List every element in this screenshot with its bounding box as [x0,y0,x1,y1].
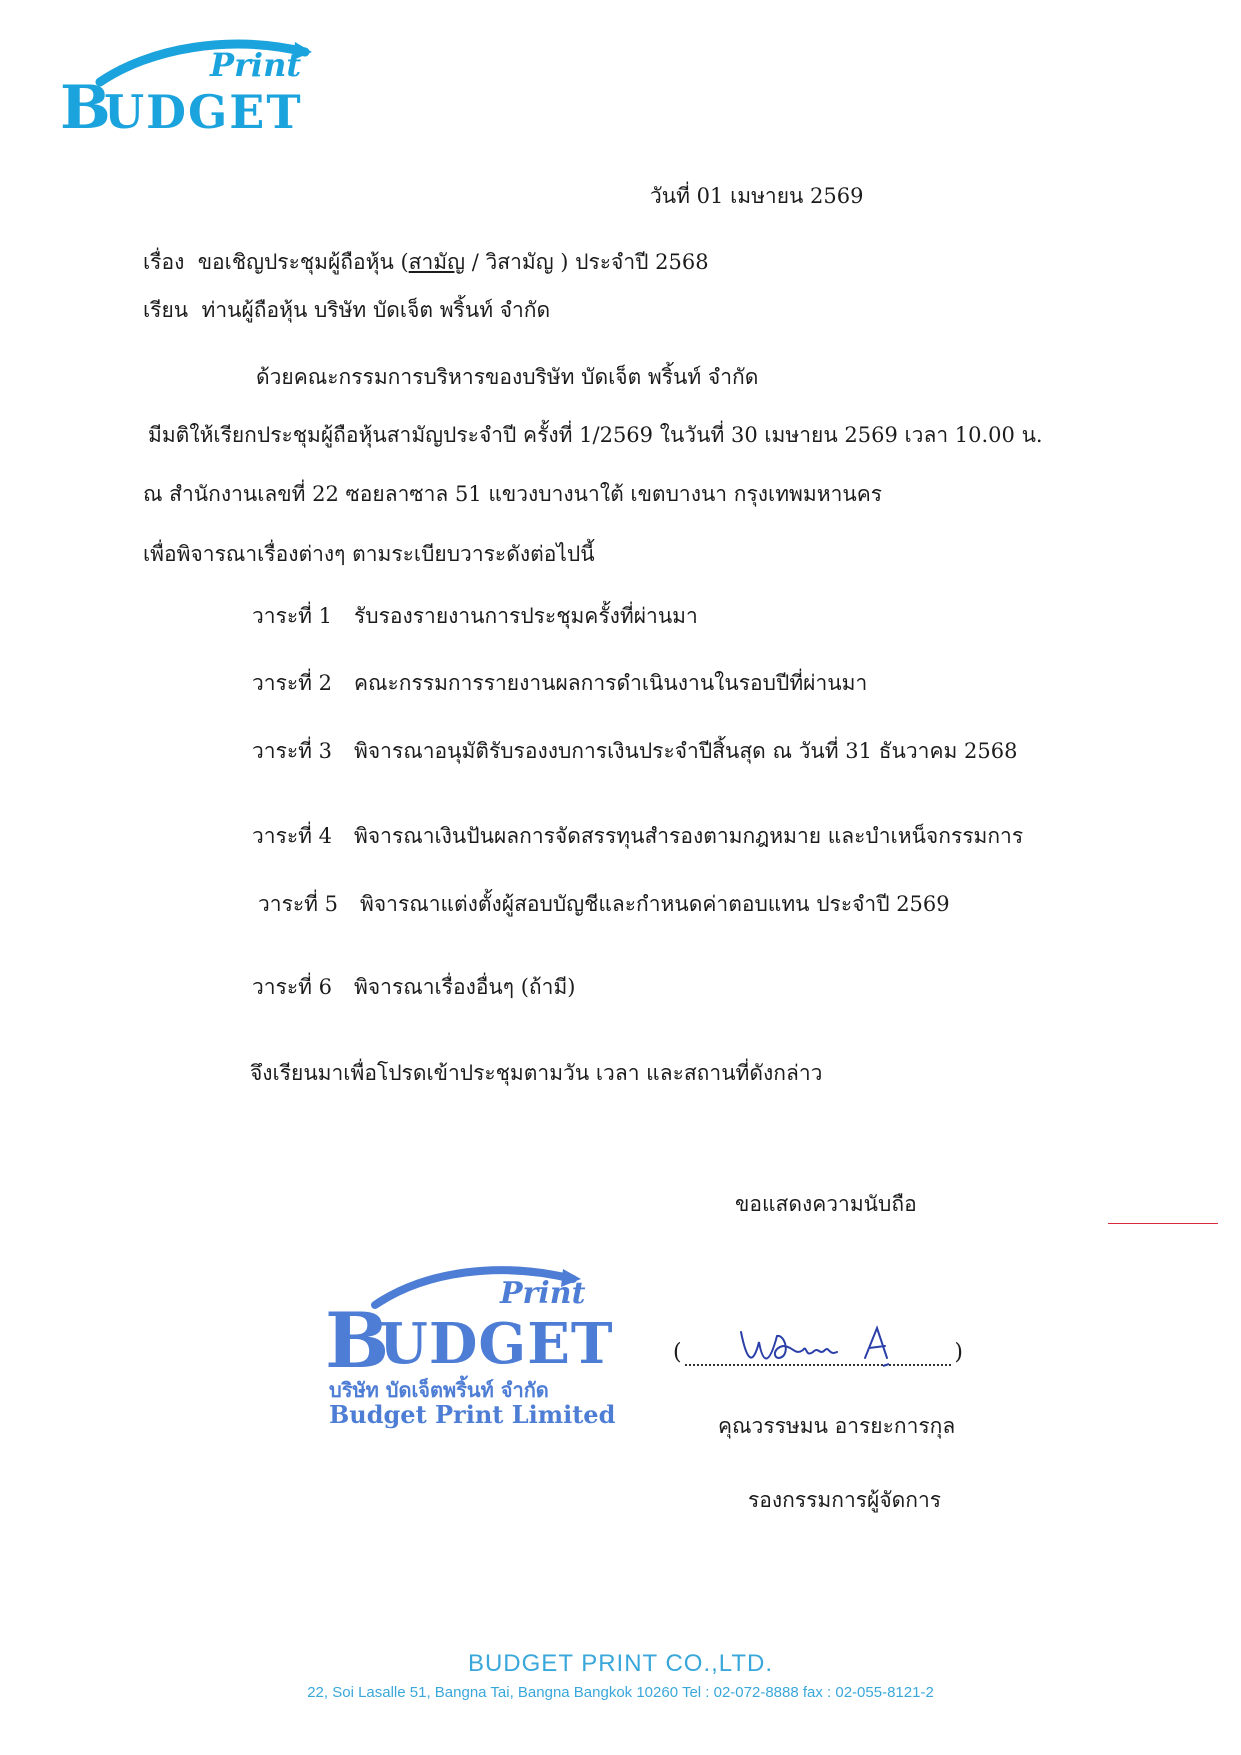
footer-address: 22, Soi Lasalle 51, Bangna Tai, Bangna Bangkok 10260 Tel : 02-072-8888 fax : 02-055-8121-2 [307,1684,934,1701]
company-logo [60,30,360,140]
letter-date: วันที่ 01 เมษายน 2569 [650,184,864,208]
agenda-item [252,822,1023,850]
agenda-text: คณะกรรมการรายงานผลการดำเนินงานในรอบปีที่ผ่านมา [354,671,868,695]
signer-name: คุณวรรษมน อารยะการกุล [718,1414,956,1438]
agenda-text: รับรองรายงานการประชุมครั้งที่ผ่านมา [354,604,698,628]
signature-line [673,1340,963,1380]
regards-text: ขอแสดงความนับถือ [735,1192,917,1216]
company-stamp [325,1255,625,1430]
subject-label: เรื่อง [143,250,185,274]
agenda-item [252,669,867,697]
agenda-item [258,890,950,918]
svg-text:Print: Print [500,1276,586,1311]
agenda-item [252,737,1017,765]
subject-selected-type: สามัญ [408,250,466,274]
agenda-text: พิจารณาเงินปันผลการจัดสรรทุนสำรองตามกฎหมาย และบำเหน็จกรรมการ [354,824,1024,848]
agenda-label: วาระที่ 3 [252,739,333,763]
agenda-item [252,602,698,630]
signature-open-paren: ( [673,1340,682,1365]
agenda-text: พิจารณาแต่งตั้งผู้สอบบัญชีและกำหนดค่าตอบแทน ประจำปี 2569 [360,892,950,916]
agenda-text: พิจารณาเรื่องอื่นๆ (ถ้ามี) [354,975,576,999]
closing-paragraph: จึงเรียนมาเพื่อโปรดเข้าประชุมตามวัน เวลา และสถานที่ดังกล่าว [250,1061,823,1085]
signer-title: รองกรรมการผู้จัดการ [748,1488,942,1512]
svg-text:UDGET: UDGET [379,1311,614,1377]
agenda-label: วาระที่ 6 [252,975,333,999]
agenda-item [252,973,575,1001]
subject-line [143,248,709,276]
recipient-text: ท่านผู้ถือหุ้น บริษัท บัดเจ็ต พริ้นท์ จำกัด [201,298,551,322]
signature-close-paren: ) [954,1340,963,1365]
red-margin-mark [1108,1223,1218,1224]
svg-text:UDGET: UDGET [104,85,303,139]
subject-suffix: / วิสามัญ ) ประจำปี 2568 [465,250,709,274]
subject-prefix: ขอเชิญประชุมผู้ถือหุ้น ( [197,250,409,274]
agenda-label: วาระที่ 5 [258,892,339,916]
svg-text:B: B [325,1296,390,1385]
purpose-paragraph: เพื่อพิจารณาเรื่องต่างๆ ตามระเบียบวาระดังต่อไปนี้ [143,542,595,566]
agenda-label: วาระที่ 4 [252,824,333,848]
agenda-label: วาระที่ 2 [252,671,333,695]
intro-paragraph: ด้วยคณะกรรมการบริหารของบริษัท บัดเจ็ต พริ้นท์ จำกัด [256,365,759,389]
stamp-english-name: Budget Print Limited [329,1400,616,1429]
recipient-label: เรียน [143,298,189,322]
stamp-thai-name: บริษัท บัดเจ็ตพริ้นท์ จำกัด [329,1378,549,1402]
agenda-text: พิจารณาอนุมัติรับรองงบการเงินประจำปีสิ้นสุด ณ วันที่ 31 ธันวาคม 2568 [354,739,1018,763]
svg-text:Print: Print [210,46,302,84]
resolution-paragraph: มีมติให้เรียกประชุมผู้ถือหุ้นสามัญประจำปี ครั้งที่ 1/2569 ในวันที่ 30 เมษายน 2569 เวลา 10.00 น. [148,423,1043,447]
footer-company-name: BUDGET PRINT CO.,LTD. [467,1650,774,1677]
location-paragraph: ณ สำนักงานเลขที่ 22 ซอยลาซาล 51 แขวงบางนาใต้ เขตบางนา กรุงเทพมหานคร [143,482,883,506]
recipient-line [143,296,550,324]
svg-text:B: B [60,73,111,140]
handwritten-signature [733,1318,903,1378]
agenda-label: วาระที่ 1 [252,604,333,628]
